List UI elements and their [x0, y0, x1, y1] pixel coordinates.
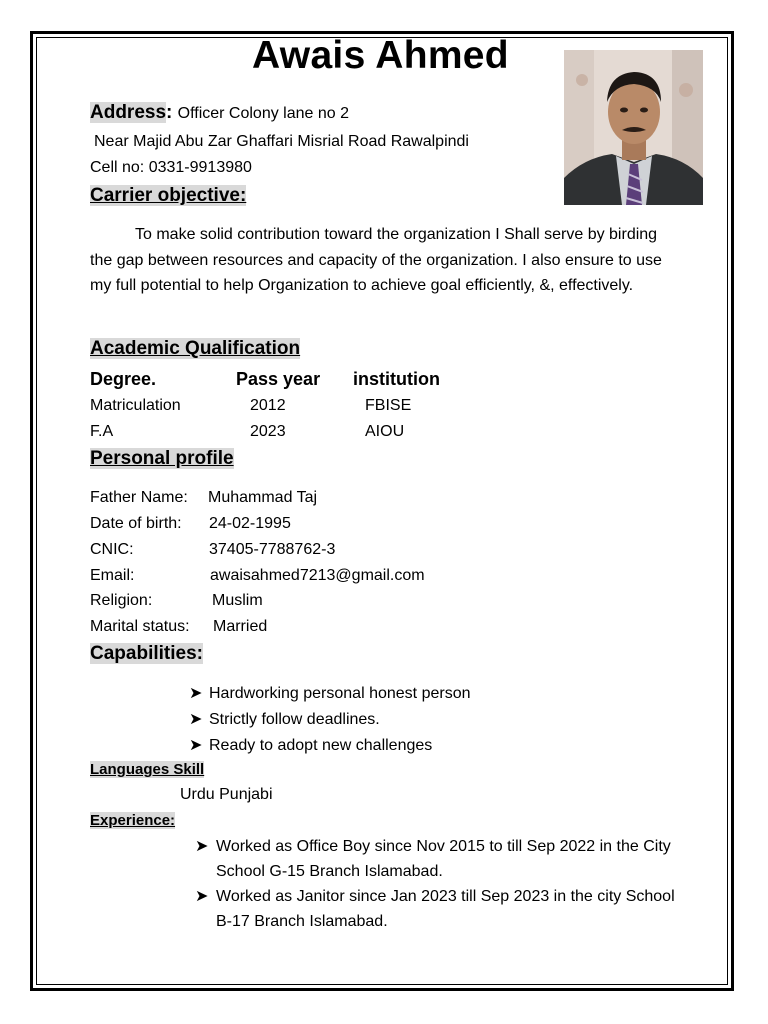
- academic-heading-text: Academic Qualification: [90, 338, 301, 359]
- arrowhead-bullet-icon: ➤: [189, 711, 203, 728]
- experience-heading-text: Experience:: [90, 812, 176, 829]
- profile-value-cnic: 37405-7788762-3: [209, 541, 336, 558]
- capability-item: [189, 735, 432, 755]
- address-label-colon: :: [166, 102, 173, 123]
- profile-value-marital: Married: [213, 618, 268, 635]
- academic-row2-degree: F.A: [90, 423, 114, 440]
- academic-header-degree: Degree.: [90, 369, 157, 389]
- academic-row1-institution: FBISE: [365, 397, 412, 414]
- academic-row1-year: 2012: [250, 397, 286, 414]
- cell-number: Cell no: 0331-9913980: [90, 159, 252, 176]
- capabilities-heading-text: Capabilities: [90, 643, 197, 664]
- academic-row2-year: 2023: [250, 423, 286, 440]
- objective-text: To make solid contribution toward the organization I Shall serve by birding the gap between resources and capacity of the organization. I also ensure to use my full potential to help Organization to achieve goal efficiently, &, effectively.: [90, 226, 662, 295]
- languages-value: Urdu Punjabi: [180, 786, 273, 803]
- profile-value-religion: Muslim: [212, 592, 263, 609]
- academic-row1-degree: Matriculation: [90, 397, 181, 414]
- objective-heading-colon: :: [239, 185, 247, 206]
- profile-label-father: Father Name:: [90, 489, 188, 506]
- experience-text: Worked as Janitor since Jan 2023 till Sep 2023 in the city School B-17 Branch Islamabad.: [216, 888, 675, 930]
- experience-item: [195, 884, 685, 934]
- profile-label-religion: Religion:: [90, 592, 153, 609]
- experience-heading: [90, 812, 175, 829]
- profile-label-dob: Date of birth:: [90, 515, 182, 532]
- capabilities-heading-colon: :: [196, 643, 203, 664]
- address-heading: [90, 102, 349, 124]
- arrowhead-bullet-icon: ➤: [195, 838, 209, 855]
- academic-header-pass-year: Pass year: [236, 369, 321, 389]
- address-label: Address: [90, 102, 167, 123]
- capability-text: Ready to adopt new challenges: [209, 737, 433, 754]
- profile-value-email: awaisahmed7213@gmail.com: [210, 567, 425, 584]
- profile-label-marital: Marital status:: [90, 618, 190, 635]
- capability-text: Strictly follow deadlines.: [209, 711, 380, 728]
- languages-heading: [90, 761, 204, 778]
- profile-photo-illustration: [564, 50, 703, 205]
- objective-heading-text: Carrier objective: [90, 185, 240, 206]
- profile-heading-text: Personal profile: [90, 448, 234, 469]
- experience-item: [195, 834, 685, 884]
- address-line2: Near Majid Abu Zar Ghaffari Misrial Road Rawalpindi: [94, 133, 469, 150]
- capability-text: Hardworking personal honest person: [209, 685, 471, 702]
- academic-heading: [90, 338, 300, 360]
- profile-heading: [90, 448, 234, 470]
- arrowhead-bullet-icon: ➤: [189, 737, 203, 754]
- profile-label-cnic: CNIC:: [90, 541, 134, 558]
- resume-name: Awais Ahmed: [252, 34, 509, 77]
- profile-photo: [564, 50, 703, 205]
- academic-row2-institution: AIOU: [365, 423, 405, 440]
- capability-item: [189, 709, 380, 729]
- capability-item: [189, 683, 470, 703]
- profile-label-email: Email:: [90, 567, 135, 584]
- profile-value-dob: 24-02-1995: [209, 515, 291, 532]
- academic-header-institution: institution: [353, 369, 440, 389]
- languages-heading-text: Languages Skill: [90, 761, 205, 778]
- address-line1: Officer Colony lane no 2: [177, 105, 349, 122]
- capabilities-heading: [90, 643, 203, 665]
- arrowhead-bullet-icon: ➤: [189, 685, 203, 702]
- arrowhead-bullet-icon: ➤: [195, 888, 209, 905]
- objective-heading: [90, 185, 246, 207]
- experience-text: Worked as Office Boy since Nov 2015 to till Sep 2022 in the City School G-15 Branch Islamabad.: [216, 838, 671, 880]
- profile-value-father: Muhammad Taj: [208, 489, 318, 506]
